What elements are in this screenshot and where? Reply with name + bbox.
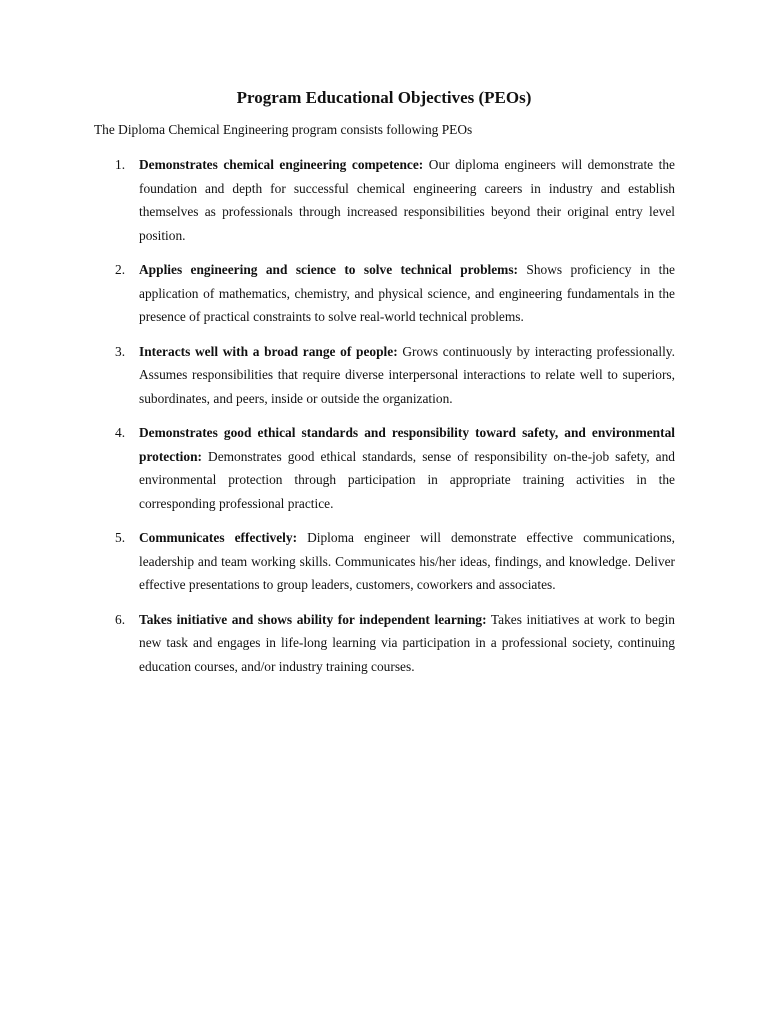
objective-number: 2.	[115, 262, 126, 277]
objective-item	[0, 258, 768, 329]
objective-item	[0, 608, 768, 679]
objective-title: Takes initiative and shows ability for independent learning:	[139, 611, 487, 627]
objective-title: Communicates effectively:	[139, 530, 298, 545]
objective-item	[0, 153, 768, 247]
objective-title: Demonstrates chemical engineering competence:	[139, 157, 424, 172]
objective-number: 4.	[115, 425, 126, 440]
page-title: Program Educational Objectives (PEOs)	[236, 88, 532, 107]
objective-body: Our diploma engineers will demonstrate the foundation and depth for successful chemical engineering careers in industry and establish themselves as professionals through increased responsibilities beyond their original entry level position.	[139, 157, 675, 243]
objective-text	[139, 340, 675, 411]
objective-number: 1.	[115, 157, 126, 172]
objective-body: Shows proficiency in the application of mathematics, chemistry, and physical science, and engineering fundamentals in the presence of practical constraints to solve real-world technical problems.	[139, 262, 675, 324]
objective-number: 6.	[115, 611, 126, 627]
objective-text	[139, 608, 675, 679]
objective-title: Applies engineering and science to solve technical problems:	[139, 262, 519, 277]
objective-text	[139, 526, 675, 597]
intro-text: The Diploma Chemical Engineering program consists following PEOs	[94, 122, 473, 137]
objective-title: Interacts well with a broad range of people:	[139, 343, 398, 359]
objective-body: Diploma engineer will demonstrate effective communications, leadership and team working skills. Communicates his/her ideas, findings, and knowledge. Deliver effective presentations to group leaders, customers, coworkers and associates.	[139, 530, 675, 592]
objective-item	[0, 421, 768, 515]
objective-body: Grows continuously by interacting professionally. Assumes responsibilities that require diverse interpersonal interactions to relate well to superiors, subordinates, and peers, inside or outside the organization.	[139, 343, 675, 406]
objective-item	[0, 340, 768, 411]
objective-text	[139, 421, 675, 515]
objective-item	[0, 526, 768, 597]
objective-title: Demonstrates good ethical standards and responsibility toward safety, and environmental protection:	[139, 425, 675, 464]
objective-number: 5.	[115, 530, 126, 545]
objective-body: Takes initiatives at work to begin new task and engages in life-long learning via participation in a professional society, continuing education courses, and/or industry training courses.	[139, 611, 676, 674]
objective-text	[139, 258, 675, 329]
objectives-list	[0, 153, 768, 689]
objective-number: 3.	[115, 343, 126, 359]
objective-text	[139, 153, 675, 247]
objective-body: Demonstrates good ethical standards, sense of responsibility on-the-job safety, and environmental protection through participation in appropriate training activities in the corresponding professional practice.	[139, 448, 675, 511]
